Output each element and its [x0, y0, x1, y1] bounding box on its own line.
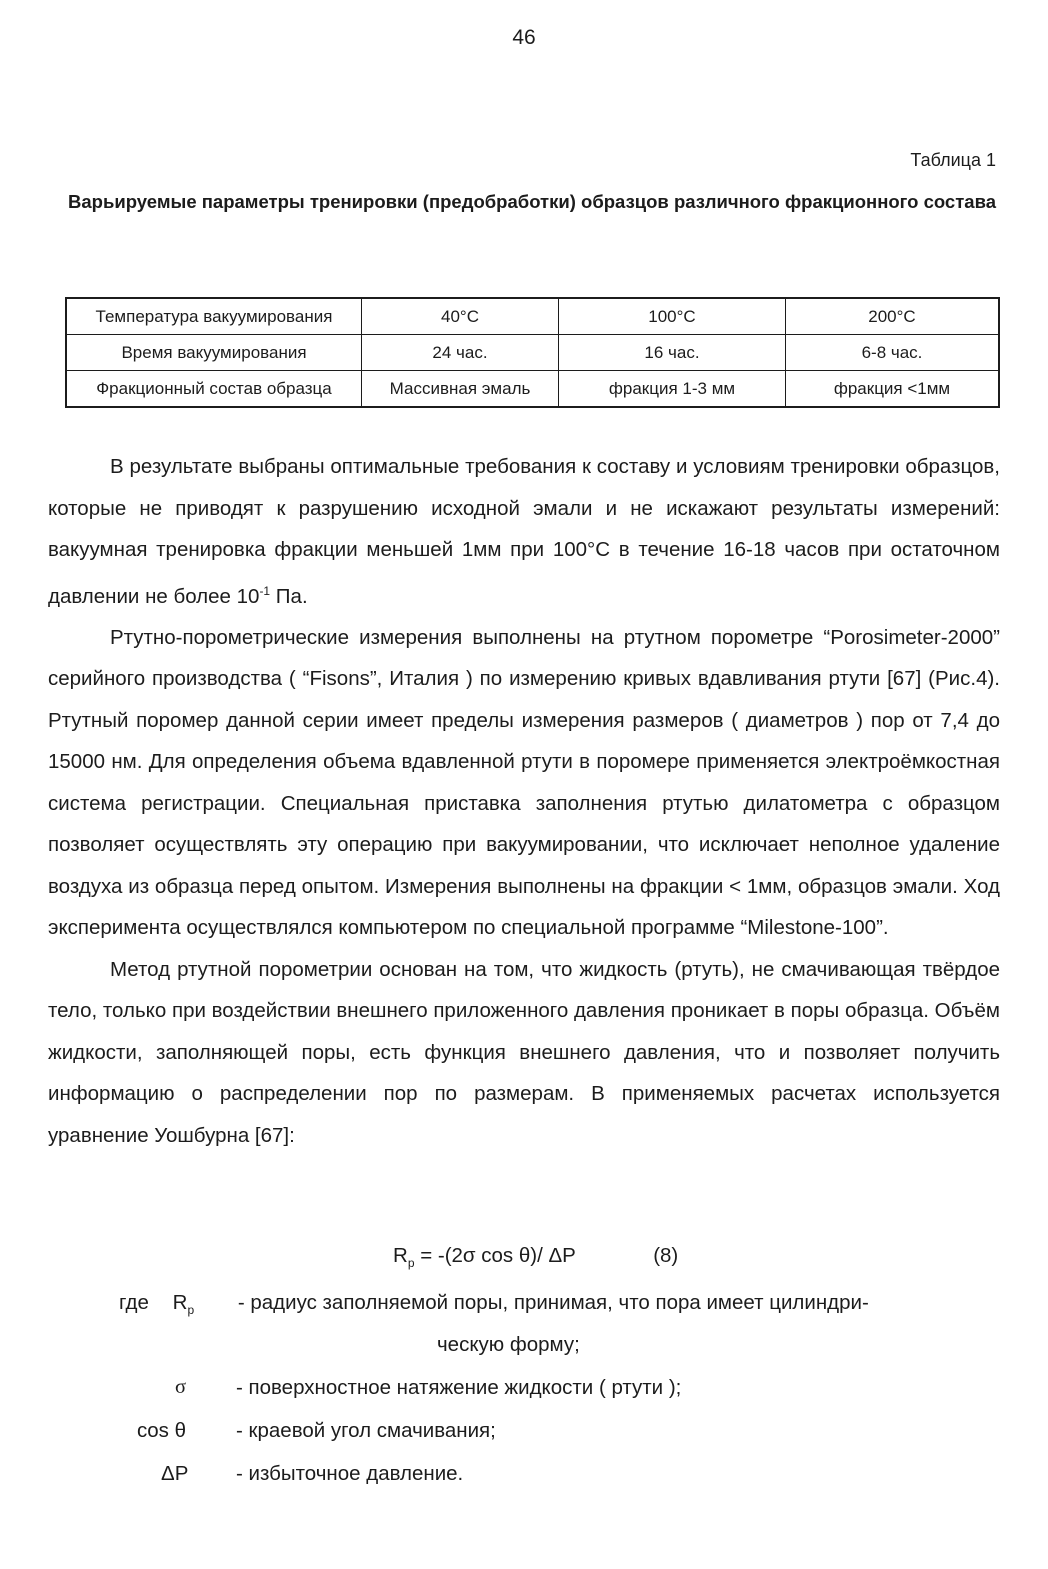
table-cell: 40°C — [362, 298, 559, 335]
definition-text: - радиус заполняемой поры, принимая, что пора имеет цилиндри- — [237, 1291, 869, 1314]
definition-symbol-delta-p: ΔP — [161, 1462, 189, 1485]
table-cell: 6-8 час. — [786, 335, 1000, 371]
table-cell: 200°C — [786, 298, 1000, 335]
row-header: Фракционный состав образца — [66, 371, 362, 408]
table-cell: 100°C — [559, 298, 786, 335]
definition-symbol: $R_p$ — [172, 1291, 195, 1318]
definition-rp — [119, 1291, 869, 1317]
formula-rhs: = -(2σ cos θ)/ ΔP — [414, 1244, 576, 1267]
paragraph-method: Метод ртутной порометрии основан на том, что жидкость (ртуть), не смачивающая твёрдое тело, только при воздействии внешнего приложенного давления проникает в поры образца. Объём жидкости, заполняющей поры, есть функция внешнего давления, что и позволяет получить информацию о распределении пор по размерам. В применяемых расчетах используется уравнение Уошбурна [67]: — [48, 957, 1000, 1147]
definition-text-cos-theta: - краевой угол смачивания; — [236, 1419, 496, 1442]
definition-symbol-cos-theta: cos θ — [137, 1419, 186, 1442]
definition-text-sigma: - поверхностное натяжение жидкости ( ртути ); — [236, 1376, 682, 1399]
parameters-table — [65, 297, 1000, 408]
definition-text-delta-p: - избыточное давление. — [236, 1462, 464, 1485]
where-word: где — [119, 1291, 149, 1314]
row-header: Температура вакуумирования — [66, 298, 362, 335]
formula-lhs-subscript: p — [407, 1256, 415, 1271]
washburn-equation — [393, 1244, 678, 1270]
table-cell: 24 час. — [362, 335, 559, 371]
paragraph-tail: Па. — [270, 584, 308, 608]
paragraph-porosimetry: Ртутно-порометрические измерения выполнены на ртутном порометре “Porosimeter-2000” серийного производства ( “Fisons”, Италия ) по измерению кривых вдавливания ртути [67] (Рис.4). Ртутный поромер данной серии имеет пределы измерения размеров ( диаметров ) пор от 7,4 до 15000 нм. Для определения объема вдавленной ртути в поромере применяется электроёмкостная система регистрации. Специальная приставка заполнения ртутью дилатометра с образцом позволяет осуществлять эту операцию при вакуумировании, что исключает неполное удаление воздуха из образца перед опытом. Измерения выполнены на фракции < 1мм, образцов эмали. Ход эксперимента осуществлялся компьютером по специальной программе “Milestone-100”. — [48, 625, 1000, 940]
table-cell: фракция 1-3 мм — [559, 371, 786, 408]
equation-number: (8) — [653, 1244, 679, 1267]
exponent: -1 — [259, 583, 271, 598]
table-caption: Таблица 1 — [910, 150, 996, 170]
table-title: Варьируемые параметры тренировки (предобработки) образцов различного фракционного состава — [68, 191, 996, 212]
definition-continuation: ческую форму; — [437, 1333, 580, 1356]
page-number: 46 — [512, 26, 536, 49]
table-row — [66, 335, 999, 371]
row-header: Время вакуумирования — [66, 335, 362, 371]
table-row — [66, 371, 999, 408]
formula-lhs: R — [393, 1244, 408, 1267]
table-cell: фракция <1мм — [786, 371, 1000, 408]
definition-symbol-sigma: σ — [175, 1376, 187, 1398]
body-text — [48, 446, 1000, 1156]
table-cell: 16 час. — [559, 335, 786, 371]
table-row — [66, 298, 999, 335]
table-cell: Массивная эмаль — [362, 371, 559, 408]
paragraph-results — [48, 446, 1000, 617]
paragraph-text: В результате выбраны оптимальные требования к составу и условиям тренировки образцов, которые не приводят к разрушению исходной эмали и не искажают результаты измерений: вакуумная тренировка фракции меньшей 1мм при 100°C в течение 16-18 часов при остаточном давлении не более 10 — [48, 455, 1000, 608]
